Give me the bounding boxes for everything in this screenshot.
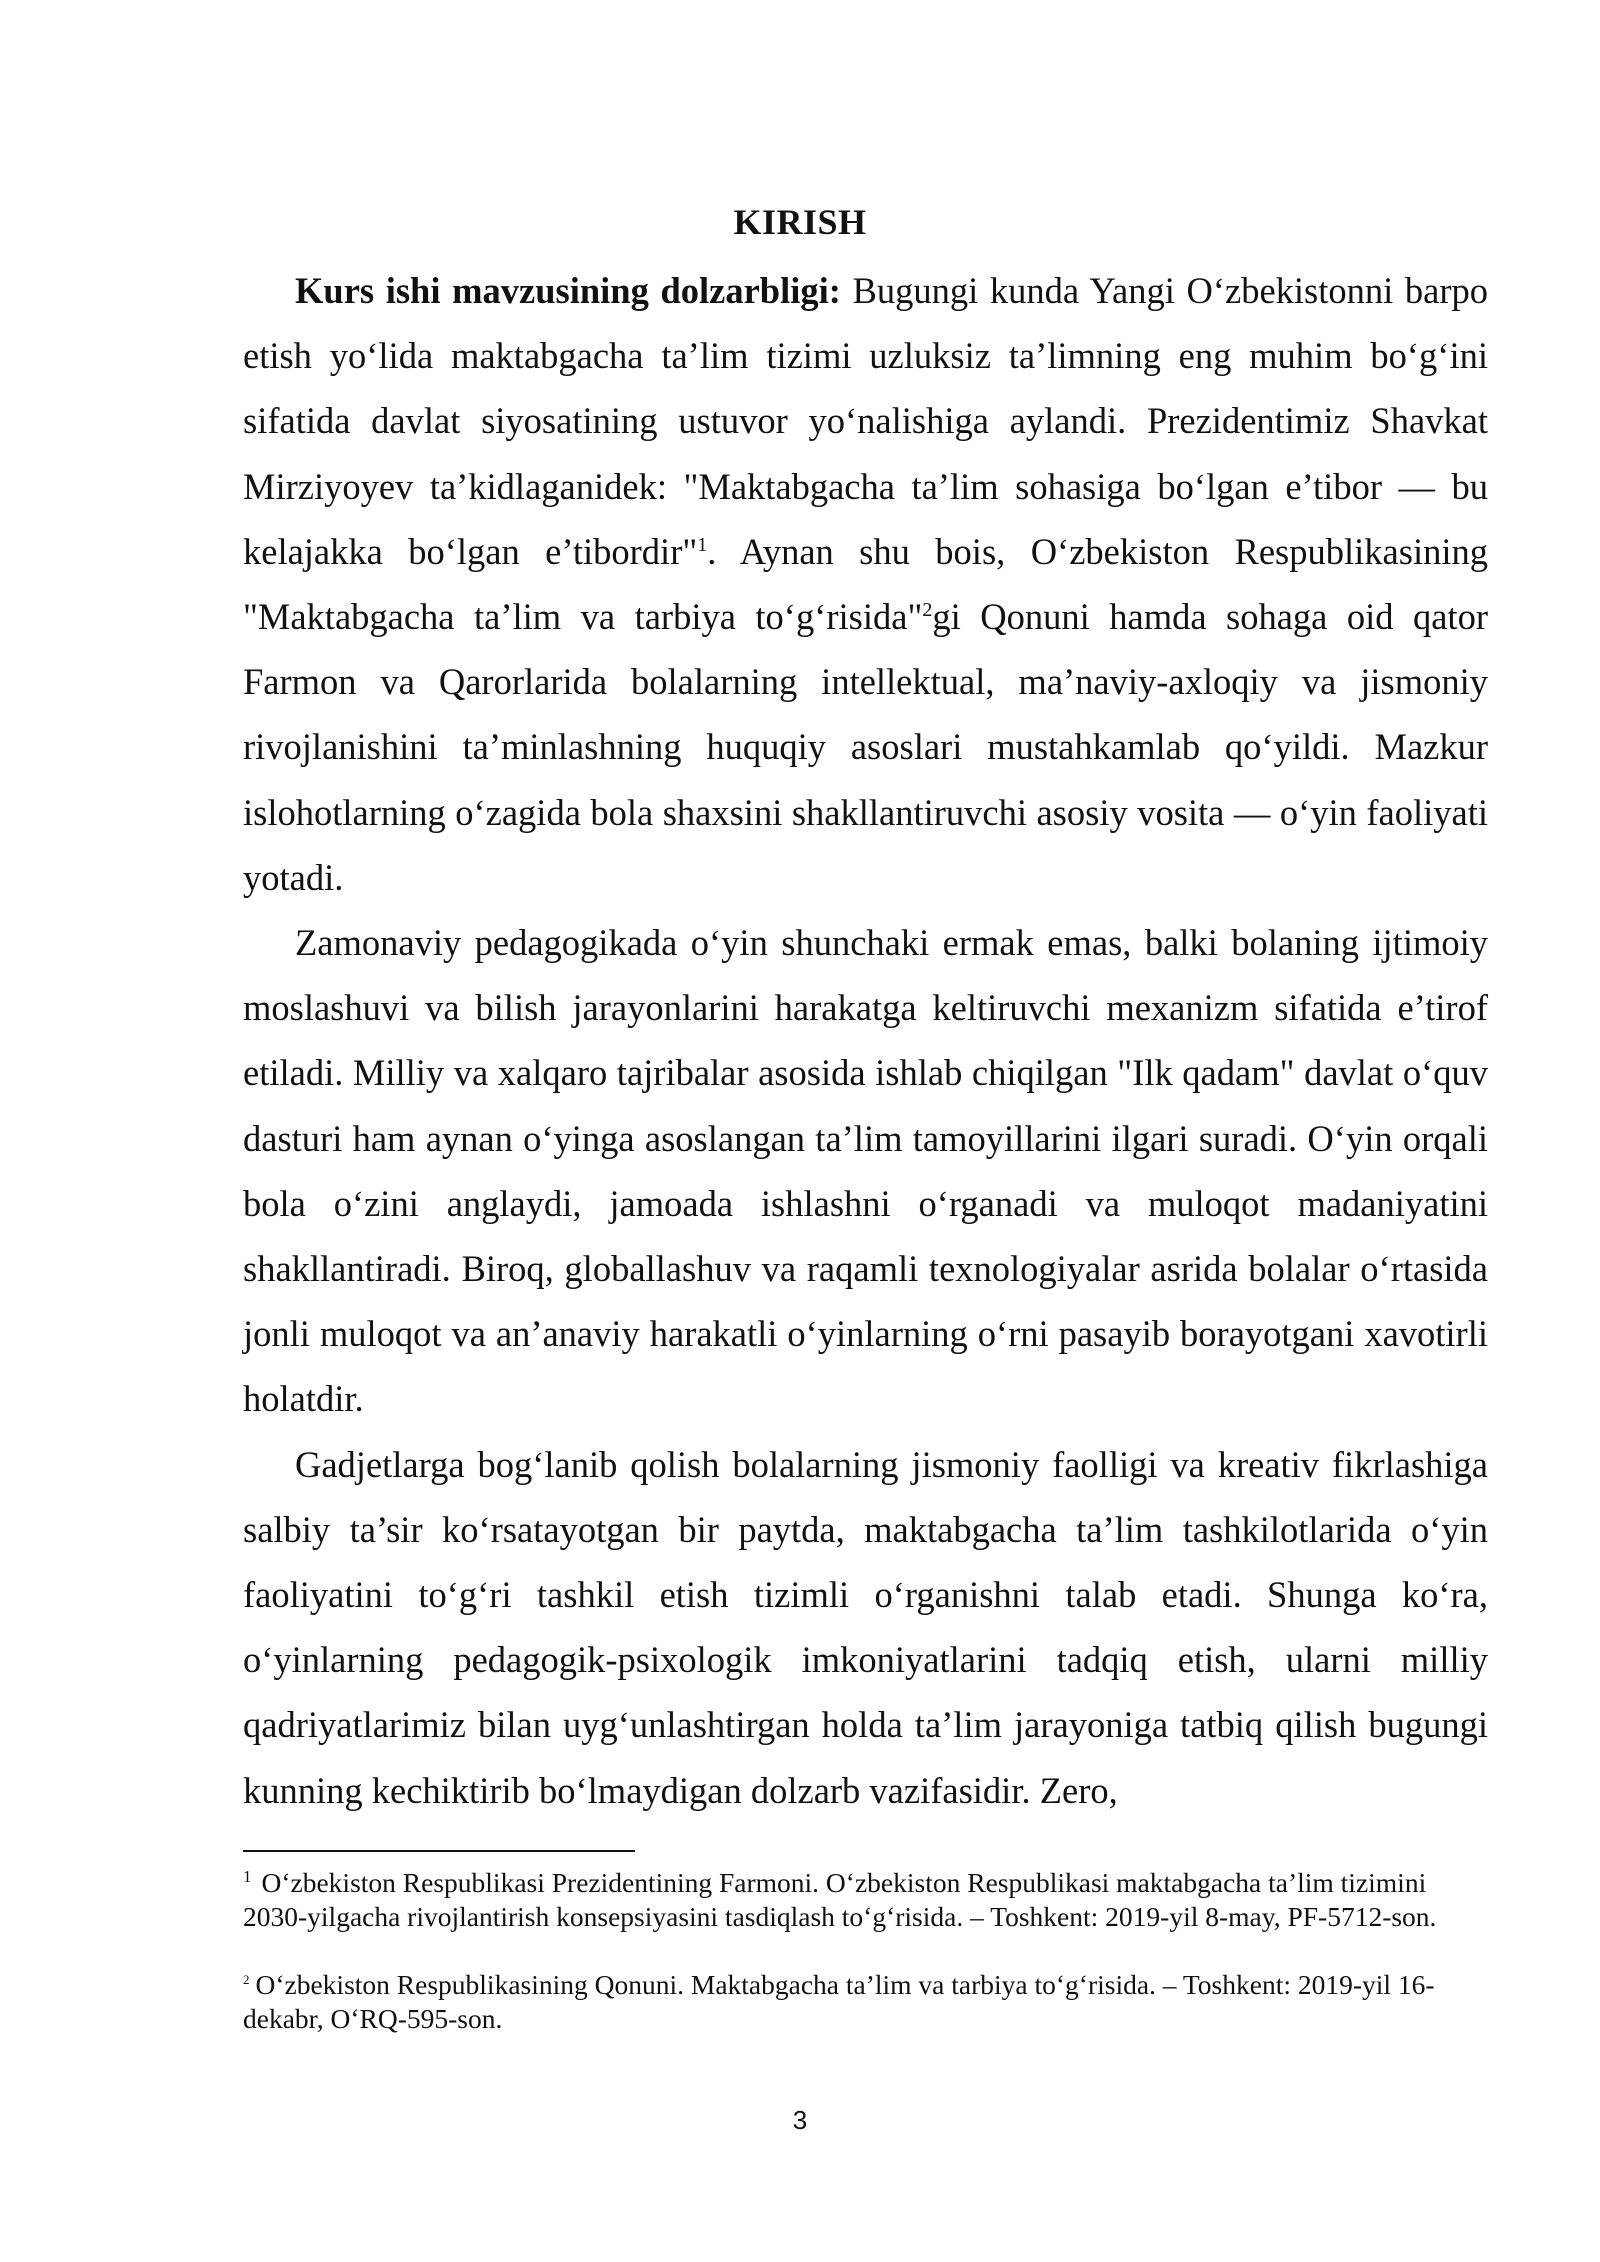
footnote-2 bbox=[243, 1968, 1488, 2036]
body-text bbox=[243, 258, 1488, 1823]
footnote-separator bbox=[243, 1850, 635, 1852]
lead-phrase: Kurs ishi mavzusining dolzarbligi: bbox=[295, 270, 841, 311]
footnote-marker-2: 2 bbox=[243, 1971, 250, 1987]
footnote-marker-1: 1 bbox=[243, 1866, 252, 1886]
footnote-text-2: O‘zbekiston Respublikasining Qonuni. Maktabgacha ta’lim va tarbiya to‘g‘risida. – Toshkent: 2019-yil 16-dekabr, O‘RQ-595-son. bbox=[243, 1969, 1435, 2034]
paragraph-1-text-b: . Aynan shu bois, O‘zbekiston Respublikasining "Maktabgacha ta’lim va tarbiya to‘g‘risida" bbox=[243, 530, 1488, 638]
footnote-ref-1: 1 bbox=[697, 533, 708, 556]
footnote-text-1: O‘zbekiston Respublikasi Prezidentining Farmoni. O‘zbekiston Respublikasi maktabgacha ta’lim tizimini 2030-yilgacha rivojlantirish konsepsiyasini tasdiqlash to‘g‘risida. – Toshkent: 2019-yil 8-may, PF-5712-son. bbox=[243, 1867, 1437, 1932]
paragraph-3: Gadjetlarga bog‘lanib qolish bolalarning jismoniy faolligi va kreativ fikrlashiga salbiy ta’sir ko‘rsatayotgan bir paytda, maktabgacha ta’lim tashkilotlarida o‘yin faoliyatini to‘g‘ri tashkil etish tizimli o‘rganishni talab etadi. Shunga ko‘ra, o‘yinlarning pedagogik-psixologik imkoniyatlarini tadqiq etish, ularni milliy qadriyatlarimiz bilan uyg‘unlashtirgan holda ta’lim jarayoniga tatbiq qilish bugungi kunning kechiktirib bo‘lmaydigan dolzarb vazifasidir. Zero, bbox=[243, 1443, 1488, 1811]
footnotes bbox=[243, 1866, 1488, 2070]
paragraph-2: Zamonaviy pedagogikada o‘yin shunchaki ermak emas, balki bolaning ijtimoiy moslashuvi va bilish jarayonlarini harakatga keltiruvchi mexanizm sifatida e’tirof etiladi. Milliy va xalqaro tajribalar asosida ishlab chiqilgan "Ilk qadam" davlat o‘quv dasturi ham aynan o‘yinga asoslangan ta’lim tamoyillarini ilgari suradi. O‘yin orqali bola o‘zini anglaydi, jamoada ishlashni o‘rganadi va muloqot madaniyatini shakllantiradi. Biroq, globallashuv va raqamli texnologiyalar asrida bolalar o‘rtasida jonli muloqot va an’anaviy harakatli o‘yinlarning o‘rni pasayib borayotgani xavotirli holatdir. bbox=[243, 922, 1488, 1420]
section-heading: KIRISH bbox=[733, 202, 867, 242]
page-number: 3 bbox=[792, 2105, 808, 2135]
paragraph-1 bbox=[243, 258, 1488, 910]
footnote-ref-2: 2 bbox=[922, 598, 933, 621]
footnote-1 bbox=[243, 1866, 1488, 1934]
paragraph-1-text-a: Bugungi kunda Yangi O‘zbekistonni barpo etish yo‘lida maktabgacha ta’lim tizimi uzluksiz ta’limning eng muhim bo‘g‘ini sifatida davlat siyosatining ustuvor yo‘nalishiga aylandi. Prezidentimiz Shavkat Mirziyoyev ta’kidlaganidek: "Maktabgacha ta’lim sohasiga bo‘lgan e’tibor — bu kelajakka bo‘lgan e’tibordir" bbox=[243, 270, 1488, 572]
paragraph-1-text-c: gi Qonuni hamda sohaga oid qator Farmon va Qarorlarida bolalarning intellektual, ma’naviy-axloqiy va jismoniy rivojlanishini ta’minlashning huquqiy asoslari mustahkamlab qo‘yildi. Mazkur islohotlarning o‘zagida bola shaxsini shakllantiruvchi asosiy vosita — o‘yin faoliyati yotadi. bbox=[243, 596, 1488, 898]
